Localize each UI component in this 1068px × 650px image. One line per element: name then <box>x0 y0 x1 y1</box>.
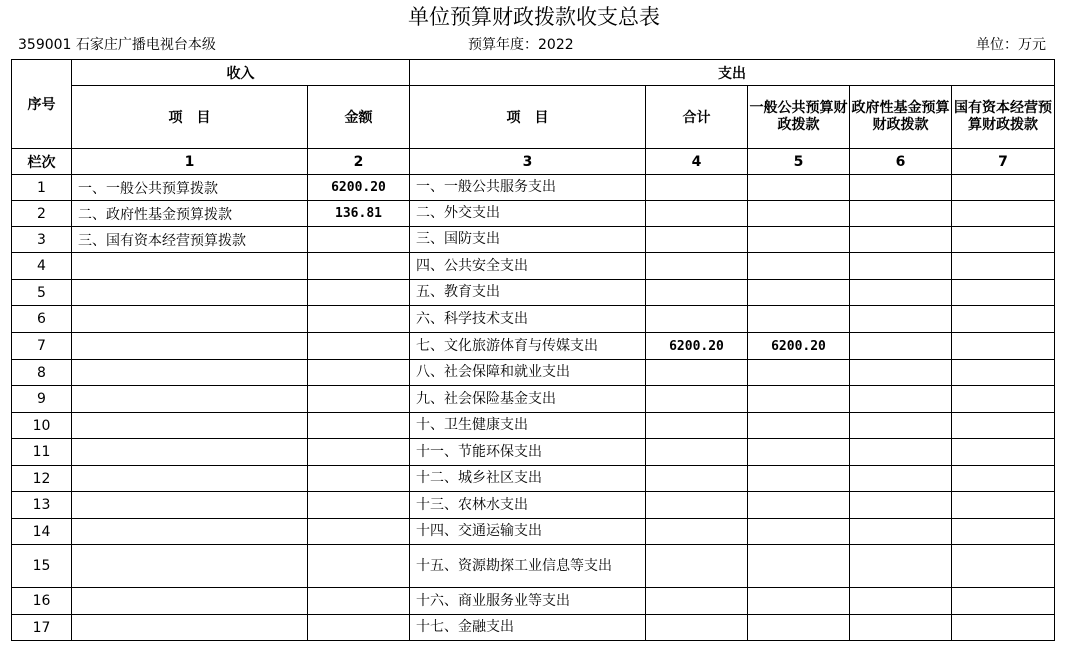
gov-fund-cell <box>850 360 952 386</box>
general-budget-cell <box>748 545 850 588</box>
unit-label: 359001 石家庄广播电视台本级 <box>18 37 216 53</box>
income-item-cell <box>72 615 308 641</box>
table-row <box>12 175 1055 201</box>
total-cell <box>646 175 748 201</box>
budget-table <box>11 59 1055 641</box>
column-number: 5 <box>748 149 850 175</box>
income-item-cell <box>72 588 308 615</box>
expense-item-cell: 十六、商业服务业等支出 <box>410 588 646 615</box>
header-general-budget: 一般公共预算财政拨款 <box>748 86 850 149</box>
general-budget-cell <box>748 413 850 439</box>
expense-item-cell: 十七、金融支出 <box>410 615 646 641</box>
table-row <box>12 280 1055 306</box>
income-amount-cell <box>308 306 410 333</box>
general-budget-cell <box>748 360 850 386</box>
total-cell <box>646 545 748 588</box>
general-budget-cell <box>748 253 850 280</box>
general-budget-cell <box>748 588 850 615</box>
table-row <box>12 588 1055 615</box>
gov-fund-cell <box>850 413 952 439</box>
expense-item-cell: 一、一般公共服务支出 <box>410 175 646 201</box>
currency-unit-label: 单位：万元 <box>976 37 1046 53</box>
table-row <box>12 360 1055 386</box>
income-amount-cell <box>308 280 410 306</box>
header-state-capital: 国有资本经营预算财政拨款 <box>952 86 1055 149</box>
gov-fund-cell <box>850 386 952 413</box>
state-capital-cell <box>952 545 1055 588</box>
expense-item-cell: 三、国防支出 <box>410 227 646 253</box>
table-row <box>12 439 1055 466</box>
total-cell <box>646 588 748 615</box>
income-amount-cell <box>308 333 410 360</box>
total-cell <box>646 253 748 280</box>
header-income: 收入 <box>72 60 410 86</box>
column-number: 7 <box>952 149 1055 175</box>
income-item-cell: 二、政府性基金预算拨款 <box>72 201 308 227</box>
income-amount-cell <box>308 360 410 386</box>
income-item-cell <box>72 519 308 545</box>
expense-item-cell: 十、卫生健康支出 <box>410 413 646 439</box>
gov-fund-cell <box>850 227 952 253</box>
seq-cell: 1 <box>12 175 72 201</box>
seq-cell: 15 <box>12 545 72 588</box>
state-capital-cell <box>952 413 1055 439</box>
expense-item-cell: 七、文化旅游体育与传媒支出 <box>410 333 646 360</box>
income-item-cell <box>72 413 308 439</box>
seq-cell: 16 <box>12 588 72 615</box>
expense-item-cell: 十五、资源勘探工业信息等支出 <box>410 545 646 588</box>
header-income-amount: 金额 <box>308 86 410 149</box>
general-budget-cell <box>748 466 850 492</box>
income-item-cell <box>72 386 308 413</box>
expense-item-cell: 十一、节能环保支出 <box>410 439 646 466</box>
income-item-cell <box>72 466 308 492</box>
state-capital-cell <box>952 227 1055 253</box>
budget-year-label: 预算年度：2022 <box>468 37 574 53</box>
table-row <box>12 413 1055 439</box>
income-item-cell: 一、一般公共预算拨款 <box>72 175 308 201</box>
gov-fund-cell <box>850 615 952 641</box>
seq-cell: 9 <box>12 386 72 413</box>
income-amount-cell <box>308 466 410 492</box>
state-capital-cell <box>952 386 1055 413</box>
income-amount-cell <box>308 253 410 280</box>
column-number-label: 栏次 <box>12 149 72 175</box>
expense-item-cell: 八、社会保障和就业支出 <box>410 360 646 386</box>
table-row <box>12 227 1055 253</box>
general-budget-cell: 6200.20 <box>748 333 850 360</box>
total-cell <box>646 386 748 413</box>
table-row <box>12 466 1055 492</box>
seq-cell: 10 <box>12 413 72 439</box>
total-cell <box>646 360 748 386</box>
table-row <box>12 306 1055 333</box>
state-capital-cell <box>952 280 1055 306</box>
total-cell: 6200.20 <box>646 333 748 360</box>
expense-item-cell: 十四、交通运输支出 <box>410 519 646 545</box>
seq-cell: 13 <box>12 492 72 519</box>
total-cell <box>646 413 748 439</box>
column-number: 2 <box>308 149 410 175</box>
gov-fund-cell <box>850 545 952 588</box>
table-row <box>12 615 1055 641</box>
table-row <box>12 333 1055 360</box>
total-cell <box>646 280 748 306</box>
general-budget-cell <box>748 386 850 413</box>
total-cell <box>646 466 748 492</box>
general-budget-cell <box>748 615 850 641</box>
state-capital-cell <box>952 492 1055 519</box>
income-amount-cell: 136.81 <box>308 201 410 227</box>
table-row <box>12 253 1055 280</box>
income-item-cell <box>72 253 308 280</box>
gov-fund-cell <box>850 280 952 306</box>
seq-cell: 12 <box>12 466 72 492</box>
gov-fund-cell <box>850 306 952 333</box>
state-capital-cell <box>952 333 1055 360</box>
seq-cell: 14 <box>12 519 72 545</box>
income-amount-cell <box>308 439 410 466</box>
seq-cell: 8 <box>12 360 72 386</box>
seq-cell: 5 <box>12 280 72 306</box>
expense-item-cell: 五、教育支出 <box>410 280 646 306</box>
table-row <box>12 519 1055 545</box>
expense-item-cell: 十二、城乡社区支出 <box>410 466 646 492</box>
general-budget-cell <box>748 201 850 227</box>
income-item-cell <box>72 306 308 333</box>
state-capital-cell <box>952 615 1055 641</box>
seq-cell: 11 <box>12 439 72 466</box>
general-budget-cell <box>748 175 850 201</box>
column-number: 3 <box>410 149 646 175</box>
seq-cell: 3 <box>12 227 72 253</box>
expense-item-cell: 六、科学技术支出 <box>410 306 646 333</box>
header-expense-item: 项 目 <box>410 86 646 149</box>
gov-fund-cell <box>850 253 952 280</box>
general-budget-cell <box>748 227 850 253</box>
general-budget-cell <box>748 306 850 333</box>
gov-fund-cell <box>850 588 952 615</box>
gov-fund-cell <box>850 439 952 466</box>
income-amount-cell <box>308 615 410 641</box>
expense-item-cell: 四、公共安全支出 <box>410 253 646 280</box>
total-cell <box>646 201 748 227</box>
total-cell <box>646 615 748 641</box>
income-amount-cell <box>308 545 410 588</box>
total-cell <box>646 492 748 519</box>
income-amount-cell: 6200.20 <box>308 175 410 201</box>
gov-fund-cell <box>850 519 952 545</box>
income-amount-cell <box>308 227 410 253</box>
state-capital-cell <box>952 201 1055 227</box>
table-row <box>12 386 1055 413</box>
state-capital-cell <box>952 306 1055 333</box>
expense-item-cell: 九、社会保险基金支出 <box>410 386 646 413</box>
total-cell <box>646 519 748 545</box>
income-item-cell <box>72 492 308 519</box>
gov-fund-cell <box>850 333 952 360</box>
income-item-cell <box>72 360 308 386</box>
header-gov-fund: 政府性基金预算财政拨款 <box>850 86 952 149</box>
income-amount-cell <box>308 386 410 413</box>
income-amount-cell <box>308 492 410 519</box>
gov-fund-cell <box>850 201 952 227</box>
total-cell <box>646 439 748 466</box>
state-capital-cell <box>952 253 1055 280</box>
seq-cell: 17 <box>12 615 72 641</box>
header-expense: 支出 <box>410 60 1055 86</box>
income-amount-cell <box>308 588 410 615</box>
income-item-cell <box>72 333 308 360</box>
gov-fund-cell <box>850 175 952 201</box>
page-title: 单位预算财政拨款收支总表 <box>408 5 660 29</box>
header-row-top <box>12 60 1055 86</box>
column-number: 4 <box>646 149 748 175</box>
column-number: 1 <box>72 149 308 175</box>
state-capital-cell <box>952 519 1055 545</box>
general-budget-cell <box>748 280 850 306</box>
header-row-sub <box>12 86 1055 149</box>
table-row <box>12 201 1055 227</box>
gov-fund-cell <box>850 466 952 492</box>
income-item-cell: 三、国有资本经营预算拨款 <box>72 227 308 253</box>
expense-item-cell: 二、外交支出 <box>410 201 646 227</box>
column-number-row <box>12 149 1055 175</box>
seq-cell: 2 <box>12 201 72 227</box>
gov-fund-cell <box>850 492 952 519</box>
state-capital-cell <box>952 360 1055 386</box>
header-income-item: 项 目 <box>72 86 308 149</box>
header-seq: 序号 <box>12 60 72 149</box>
state-capital-cell <box>952 439 1055 466</box>
table-row <box>12 492 1055 519</box>
header-total: 合计 <box>646 86 748 149</box>
general-budget-cell <box>748 492 850 519</box>
income-item-cell <box>72 545 308 588</box>
state-capital-cell <box>952 175 1055 201</box>
income-item-cell <box>72 439 308 466</box>
seq-cell: 6 <box>12 306 72 333</box>
expense-item-cell: 十三、农林水支出 <box>410 492 646 519</box>
total-cell <box>646 306 748 333</box>
state-capital-cell <box>952 588 1055 615</box>
seq-cell: 7 <box>12 333 72 360</box>
general-budget-cell <box>748 519 850 545</box>
general-budget-cell <box>748 439 850 466</box>
income-item-cell <box>72 280 308 306</box>
column-number: 6 <box>850 149 952 175</box>
state-capital-cell <box>952 466 1055 492</box>
total-cell <box>646 227 748 253</box>
income-amount-cell <box>308 519 410 545</box>
income-amount-cell <box>308 413 410 439</box>
table-row <box>12 545 1055 588</box>
seq-cell: 4 <box>12 253 72 280</box>
